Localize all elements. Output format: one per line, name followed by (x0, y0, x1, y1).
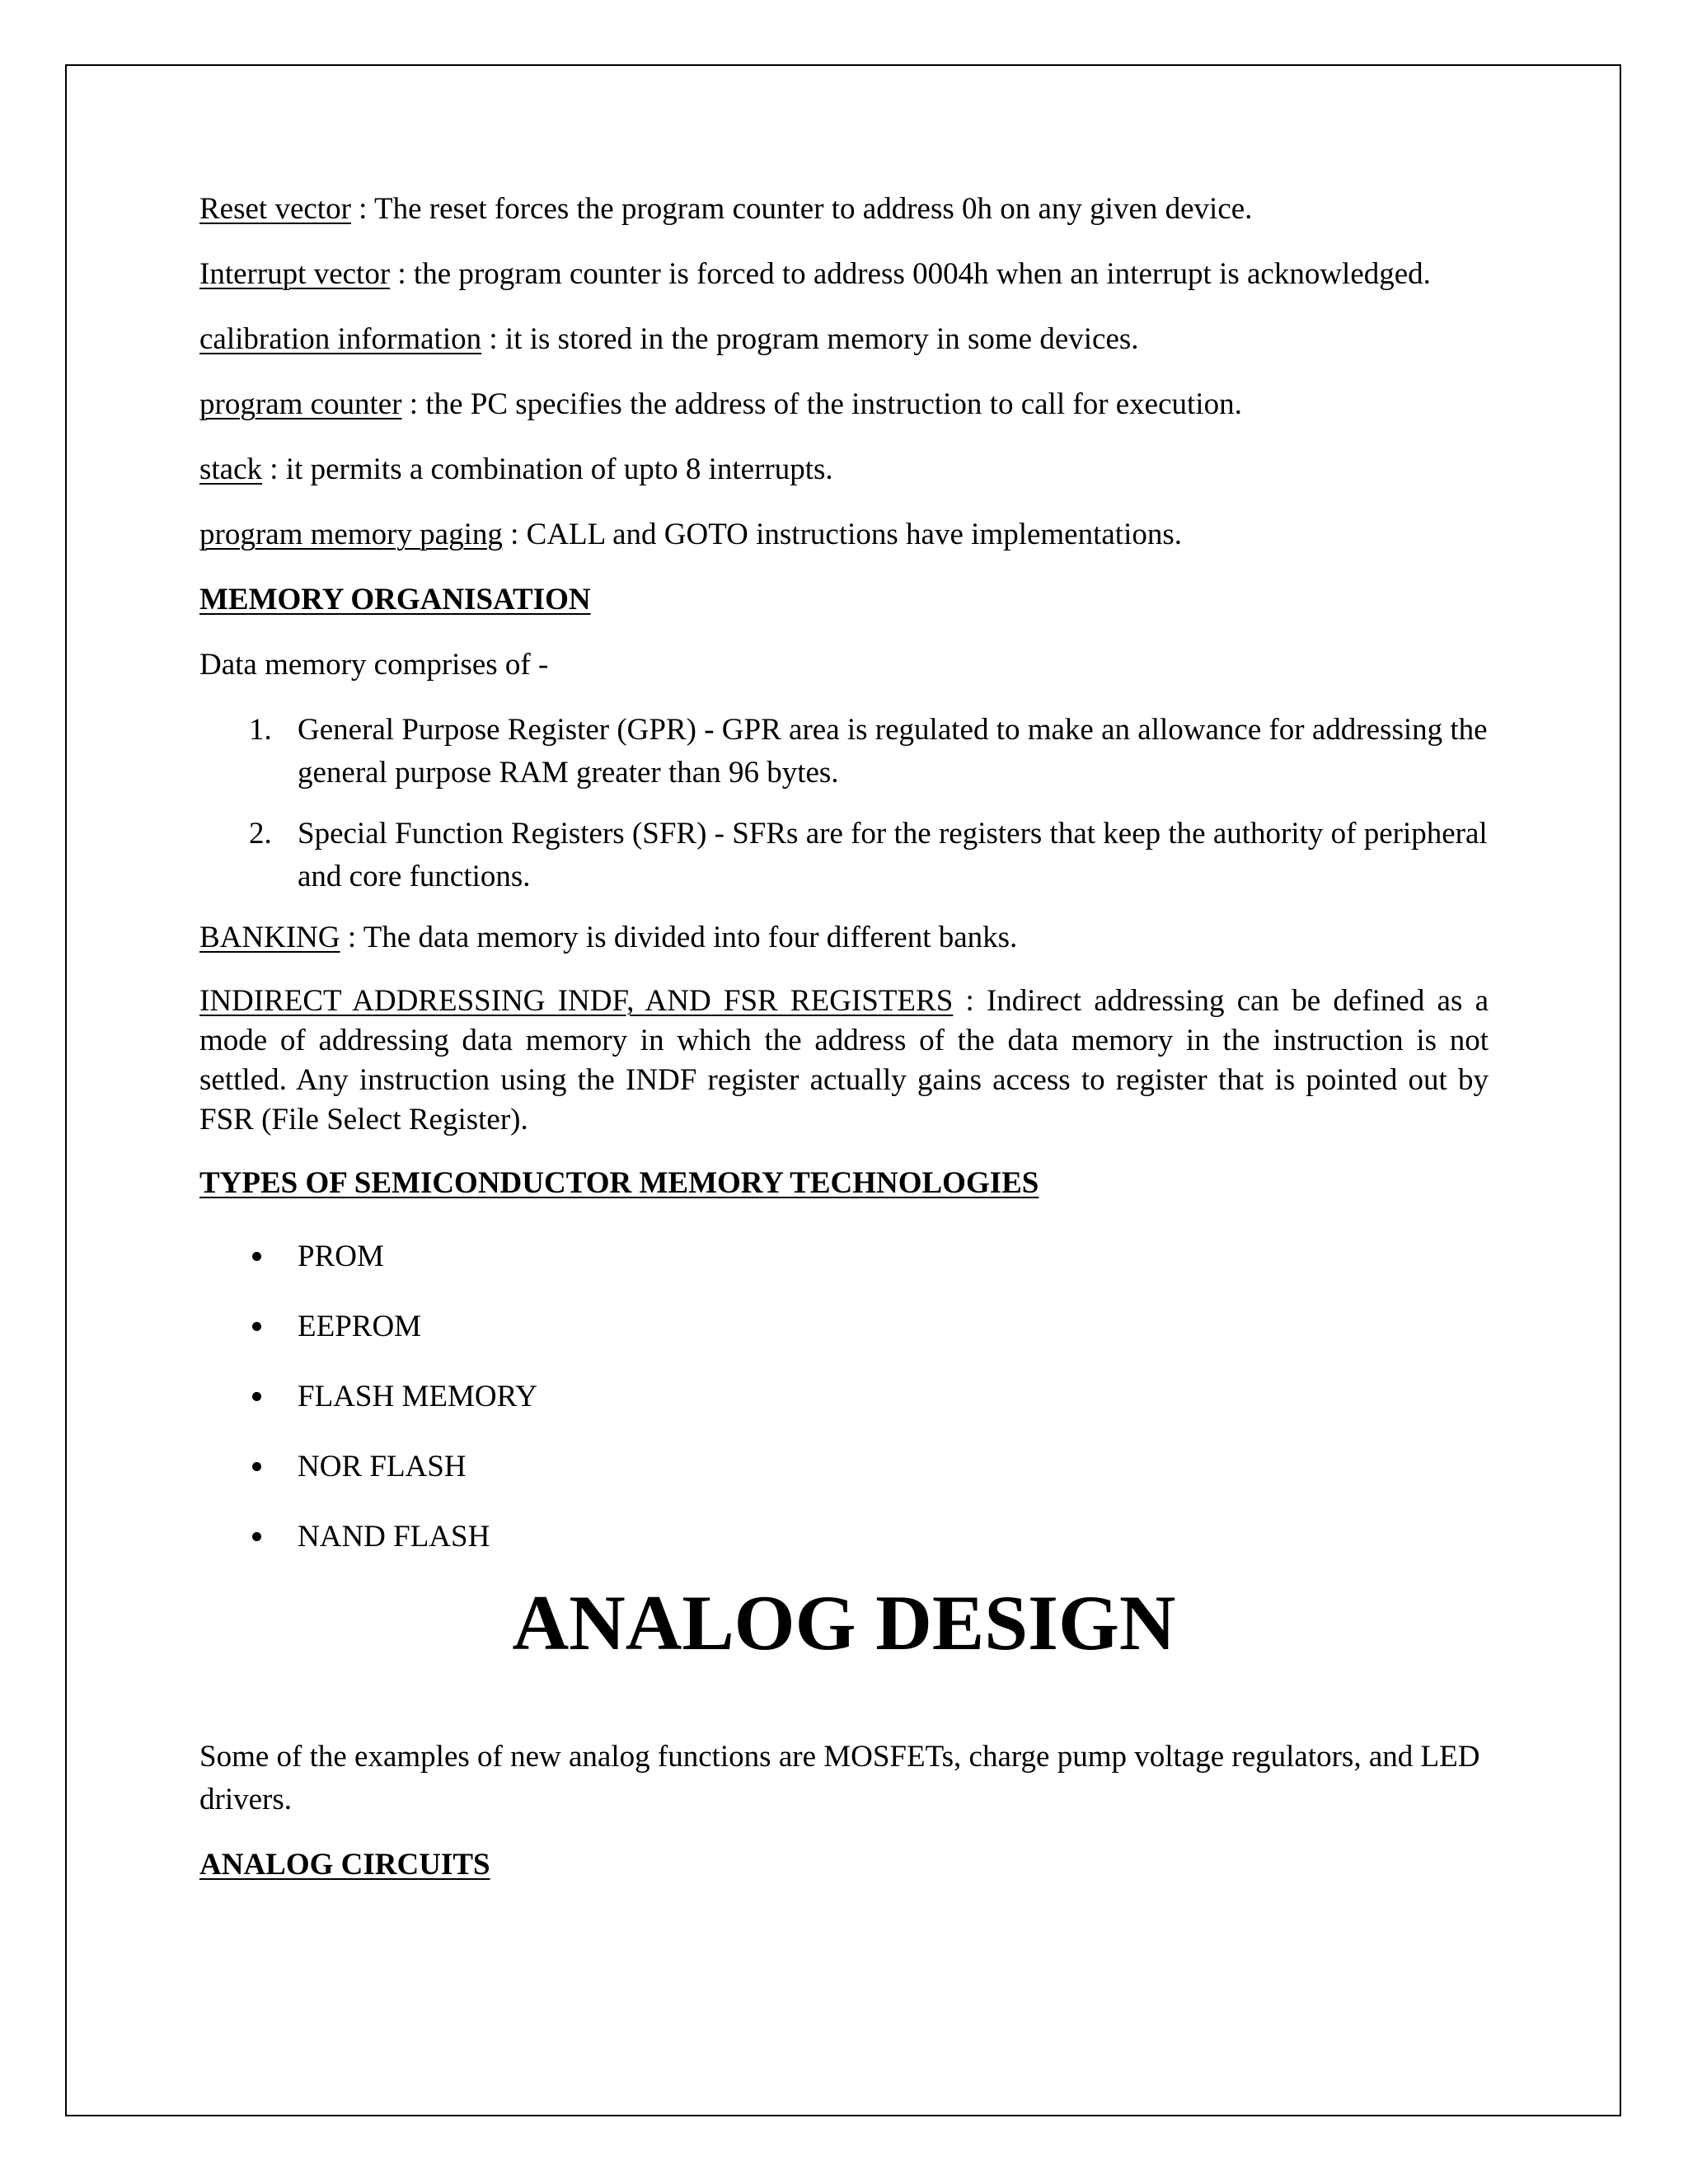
definition-term: calibration information (199, 322, 482, 356)
indirect-addressing-term: INDIRECT ADDRESSING INDF, AND FSR REGISTERS (199, 984, 954, 1018)
banking-text: : The data memory is divided into four different banks. (340, 921, 1018, 954)
list-item (199, 1507, 1489, 1577)
analog-circuits-heading: ANALOG CIRCUITS (199, 1848, 490, 1882)
memory-organisation-intro: Data memory comprises of - (199, 648, 549, 682)
list-item-text: EEPROM (298, 1310, 422, 1343)
definition-term: program memory paging (199, 518, 503, 551)
list-item-text: NOR FLASH (298, 1450, 467, 1483)
definition-term: Reset vector (199, 192, 351, 226)
definition-stack (199, 448, 1489, 491)
definition-reset-vector (199, 188, 1489, 231)
definition-text: : the program counter is forced to address 0004h when an interrupt is acknowledged. (390, 257, 1431, 291)
definition-text: : CALL and GOTO instructions have implementations. (502, 518, 1183, 551)
definition-text: : The reset forces the program counter to address 0h on any given device. (350, 192, 1253, 226)
document-body (199, 188, 1489, 1909)
bullet-icon (252, 1322, 261, 1331)
list-item (199, 709, 1489, 794)
definition-text: : it permits a combination of upto 8 interrupts. (262, 452, 833, 486)
bullet-icon (252, 1462, 261, 1471)
list-item-text: PROM (298, 1240, 384, 1273)
definition-calibration-information (199, 318, 1489, 361)
bullet-icon (252, 1392, 261, 1401)
definition-text: : the PC specifies the address of the instruction to call for execution. (401, 387, 1242, 421)
definition-interrupt-vector (199, 253, 1489, 296)
definition-term: stack (199, 452, 263, 486)
list-item (199, 813, 1489, 898)
list-item (199, 1227, 1489, 1297)
semiconductor-list (199, 1227, 1489, 1577)
list-item (199, 1437, 1489, 1507)
indirect-addressing-text: : Indirect addressing can be defined as a mode of addressing data memory in which the address of the data memory in the instruction is not settled. Any instruction using the INDF register actually gains access to register that is pointed out by FSR (File Select Register). (199, 984, 1489, 1137)
memory-organisation-heading: MEMORY ORGANISATION (199, 583, 591, 616)
bullet-icon (252, 1532, 261, 1541)
list-item-text: FLASH MEMORY (298, 1380, 537, 1413)
list-item-text: General Purpose Register (GPR) - GPR area is regulated to make an allowance for addressing the general purpose RAM greater than 96 bytes. (298, 713, 1488, 790)
semiconductor-heading: TYPES OF SEMICONDUCTOR MEMORY TECHNOLOGIES (199, 1166, 1039, 1200)
list-item (199, 1367, 1489, 1437)
indirect-addressing-paragraph (199, 982, 1489, 1140)
banking-paragraph (199, 916, 1489, 959)
definition-program-memory-paging (199, 513, 1489, 556)
list-item-text: NAND FLASH (298, 1520, 490, 1554)
definition-program-counter (199, 383, 1489, 426)
banking-term: BANKING (199, 921, 340, 954)
list-item (199, 1297, 1489, 1367)
memory-organisation-list (199, 709, 1489, 898)
definition-term: Interrupt vector (199, 257, 391, 291)
definition-term: program counter (199, 387, 402, 421)
analog-paragraph: Some of the examples of new analog functions are MOSFETs, charge pump voltage regulators, and LED drivers. (199, 1740, 1480, 1816)
definition-text: : it is stored in the program memory in some devices. (481, 322, 1139, 356)
list-number: 1. (249, 713, 272, 747)
list-item-text: Special Function Registers (SFR) - SFRs are for the registers that keep the authority of peripheral and core functions. (298, 817, 1488, 893)
analog-design-title: ANALOG DESIGN (512, 1579, 1176, 1666)
bullet-icon (252, 1252, 261, 1261)
list-number: 2. (249, 817, 272, 851)
